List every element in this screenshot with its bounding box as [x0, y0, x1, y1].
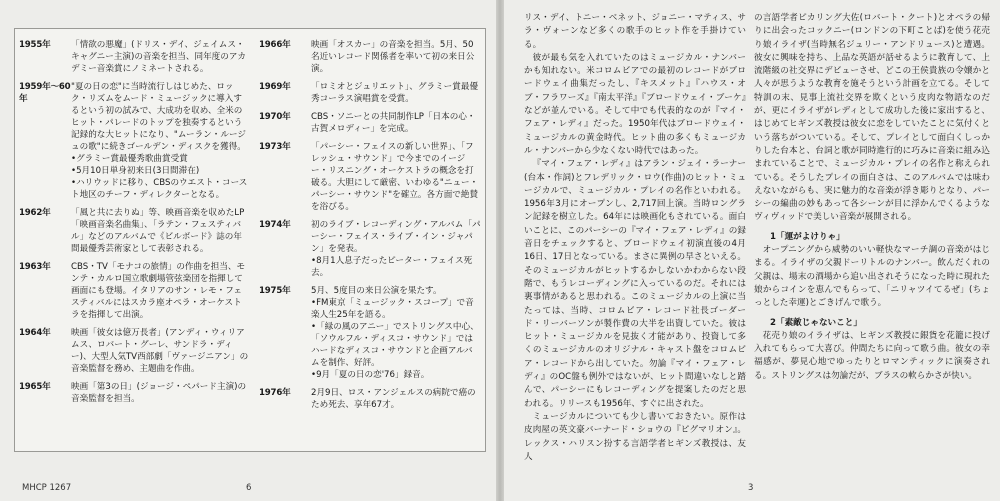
entry-text: 初のライブ・レコーディング・アルバム「パーシー・フェイス・ライブ・イン・ジャパン」を発表。 — [311, 220, 481, 254]
entry-year: 1963年 — [19, 262, 51, 272]
chronology-entry — [19, 381, 249, 405]
chronology-entry — [259, 141, 481, 213]
chronology-column-b — [259, 39, 481, 417]
entry-body — [311, 285, 481, 381]
chronology-column-a — [19, 39, 249, 411]
entry-text: 映画「オスカー」の音楽を担当。5月、50名近いレコード関係者を率いて初の来日公演。 — [311, 40, 475, 74]
chronology-panel — [14, 28, 486, 452]
essay-column-1 — [524, 12, 746, 464]
song-list — [754, 231, 990, 383]
entry-text: 「風と共に去りぬ」等、映画音楽を収めたLP「映画音楽名曲集」、「ラテン・フェスティバル」などのアルバムで《ビルボード》誌の年間最優秀芸術家として表彰される。 — [71, 208, 245, 254]
entry-body — [71, 81, 249, 201]
catalog-number: MHCP 1267 — [22, 483, 72, 493]
chronology-entry — [19, 261, 249, 321]
entry-text: 「ロミオとジュリエット」、グラミー賞最優秀コーラス演唱賞を受賞。 — [311, 82, 479, 104]
entry-year: 1959年〜60年 — [19, 82, 71, 104]
entry-text: CBS・TV「モナコの旅情」の作曲を担当、モンテ・カルロ国立歌劇場管弦楽団を指揮して画面にも登場。イタリアのサン・レモ・フェスティバルにはスカラ座オペラ・オーケストラを指揮して出演。 — [71, 262, 246, 320]
chronology-entry — [259, 285, 481, 381]
book-gutter — [496, 0, 504, 501]
song-description: オープニングから威勢のいい軽快なマーチ調の音楽がはじまる。イライザの父親ドーリトルのナンバー。飲んだくれの父親は、場末の酒場から追い出されそうになった時に現れた娘からコインを恵んでもらって、「ニリャツイてるぜ」(ちょっとした幸運)とごきげんで歌う。 — [754, 245, 990, 309]
entry-text: 映画「第3の日」(ジョージ・ペパード主演)の音楽監督を担当。 — [71, 382, 247, 404]
entry-text: 映画「彼女は億万長者」(アンディ・ウィリアムス、ロバート・グーレ、サンドラ・ディー)、大型人気TV西部劇「ヴァージニアン」の音楽監督を務め、主題曲を作曲。 — [71, 328, 249, 374]
entry-note: •グラミー賞最優秀歌曲賞受賞 — [71, 154, 188, 164]
entry-body — [71, 327, 249, 375]
chronology-entry — [19, 207, 249, 255]
entry-year: 1975年 — [259, 286, 291, 296]
essay-paragraph: 『マイ・フェア・レディ』はアラン・ジェイ・ラーナー(台本・作詞)とフレデリック・ロウ(作曲)のヒット・ミュージカルで、ミュージカル・プレイの名作といわれる。1956年3月にオープンし、2,717回上演。当時ロングラン記録を樹立した。64年には映画化もされている。面白いことに、このパーシーの『マイ・フェア・レディ』の録音日をチェックすると、ブロードウェイ初演直後の4月16日、17日となっている。まさに異例の早さといえる。そのミュージカルがヒットするかしないかわからない段階で、もうレコーディングに入っているのだ。それには裏事情があると思われる。このミュージカルの上演に当たっては、当時、コロムビア・レコード社長ゴーダード・リーバーソンが製作費の大半を出資していた。彼はヒット・ミュージカルを見抜く才能があり、投資して多くのミュージカルのオリジナル・キャスト盤をコロムビア・レコードから出していた。勿論『マイ・フェア・レディ』のOC盤も例外ではないが、ヒット間違いなしと踏んで、パーシーにもレコーディングを提案したのだと思われる。リリースも1956年、すぐに出された。 — [524, 159, 746, 409]
entry-year: 1974年 — [259, 220, 291, 230]
entry-body — [311, 141, 481, 213]
entry-text: CBS・ソニーとの共同制作LP「日本の心・古賀メロディー」を完成。 — [311, 112, 476, 134]
entry-year: 1955年 — [19, 40, 51, 50]
entry-note: •9月「夏の日の恋'76」録音。 — [311, 370, 430, 380]
entry-note: •「緑の風のアニー」でストリングス中心、「ソウルフル・ディスコ・サウンド」ではハードなディスコ・サウンドと企画アルバムを制作、好評。 — [311, 322, 479, 368]
song-title: 2「素敵じゃないこと」 — [770, 317, 862, 328]
entry-year: 1962年 — [19, 208, 51, 218]
entry-year: 1976年 — [259, 388, 291, 398]
entry-text: 2月9日、ロス・アンジェルスの病院で癌のため死去、享年67才。 — [311, 388, 476, 410]
essay-paragraphs — [524, 12, 746, 464]
entry-text: 5月、5度目の来日公演を果たす。 — [311, 286, 442, 296]
chronology-entry — [259, 39, 481, 75]
entry-year: 1973年 — [259, 142, 291, 152]
essay-paragraph: 彼が最も気を入れていたのはミュージカル・ナンバーかも知れない。米コロムビアでの最初のレコードがブロードウェイ曲集だったし、『キスメット』『ハウス・オブ・フラワーズ』『南太平洋』『ブロードウェイ・ブーケ』などが並んでいる。そして中でも代表的なのが『マイ・フェア・レディ』だった。1950年代はブロードウェイ・ミュージカルの黄金時代。ヒット曲の多くもミュージカル・ナンバーから少なくない時代ではあった。 — [524, 52, 746, 156]
essay-continuation: の言語学者ピカリング大佐(ロバート・クート)とオペラの帰りに出会ったコックニー(ロンドンの下町ことば)を使う花売り娘イライザ(当時無名ジュリー・アンドリュース)と遭遇。彼女に興味を持ち、上品な英語が話せるように教育して、上流階級の社交界にデビューさせ、どこの王侯貴族の令嬢かと人々が思うような教育を施そうという計画を立てる。そして特訓の末、見事上流社交界を欺くという皮肉な物語なのだが、更にイライザがレディとして成功した後に家出すると、はじめてヒギンズ教授は彼女に恋をしていたことに気付くという落ちがついている。そして、プレイとして面白くしっかりした台本と、台詞と歌が同時進行的に巧みに音楽に組み込まれていることで、ミュージカル・プレイの名作と称えられている。そうしたプレイの面白さは、このアルバムでは味わえないながらも、実に魅力的な音楽が浮き彫りとなり、パーシーの編曲の妙もあって各シーンが目に浮かんでくるようなヴィヴィッドで美しい音楽が展開される。 — [754, 13, 990, 223]
entry-note: •8月1人息子だったピーター・フェイス死去。 — [311, 256, 473, 278]
page-number-left: 6 — [246, 483, 252, 493]
entry-body — [311, 81, 481, 105]
entry-text: 「パーシー・フェイスの新しい世界」、「フレッシュ・サウンド」で今までのイージー・リスニング・オーケストラの概念を打破る。大胆にして厳密、いわゆる"ニュー・パーシー・サウンド"を確立。各方面で絶賛を浴びる。 — [311, 142, 479, 212]
entry-note: •5月10日単身初来日(3日間滞在) — [71, 166, 200, 176]
chronology-entry — [259, 219, 481, 279]
entry-note: •ハリウッドに移り、CBSのウエスト・コースト地区のチーフ・ディレクターとなる。 — [71, 178, 248, 200]
entry-body — [71, 381, 249, 405]
entry-note: •FM東京「ミュージック・スコープ」で音楽人生25年を語る。 — [311, 298, 474, 320]
chronology-entry — [19, 327, 249, 375]
entry-body — [311, 39, 481, 75]
entry-body — [71, 261, 249, 321]
essay-column-2 — [754, 12, 990, 383]
entry-year: 1970年 — [259, 112, 291, 122]
chronology-entry — [259, 81, 481, 105]
left-page — [0, 0, 496, 501]
chronology-entry — [259, 111, 481, 135]
entry-body — [71, 207, 249, 255]
entry-body — [311, 219, 481, 279]
chronology-entry — [19, 39, 249, 75]
entry-year: 1966年 — [259, 40, 291, 50]
chronology-entry — [19, 81, 249, 201]
page-number-right: 3 — [748, 483, 754, 493]
entry-year: 1965年 — [19, 382, 51, 392]
entry-body — [311, 387, 481, 411]
entry-year: 1969年 — [259, 82, 291, 92]
essay-paragraph: ミュージカルについても少し書いておきたい。原作は皮肉屋の英文豪バーナード・ショウの『ピグマリオン』。レックス・ハリスン扮する言語学者ヒギンズ教授は、友人 — [524, 411, 746, 462]
entry-body — [71, 39, 249, 75]
song-description: 花売り娘のイライザは、ヒギンズ教授に銀貨を花籠に投げ入れてもらって大喜び。仲間たちに向って歌う曲。彼女の幸福感が、夢見心地でゆったりとロマンティックに演奏される。ストリングスは勿論だが、ブラスの軟らかさが快い。 — [754, 330, 990, 381]
essay-paragraph: リス・デイ、トニー・ベネット、ジョニー・マティス、サラ・ヴォーンなど多くの歌手のヒット作を手掛けている。 — [524, 13, 746, 50]
entry-text: 「情欲の悪魔」(ドリス・デイ、ジェイムス・キャグニー主演)の音楽を担当、同年度のアカデミー音楽賞にノミネートされる。 — [71, 40, 246, 74]
chronology-entry — [259, 387, 481, 411]
entry-year: 1964年 — [19, 328, 51, 338]
entry-text: "夏の日の恋"に当時流行しはじめた、ロック・リズムをムード・ミュージックに導入するという初の試みで、大成功を収め、全米のヒット・パレードのトップを独奏するという記録的な大ヒットになり、"ムーラン・ルージュの歌"に続きゴールデン・ディスクを獲得。 — [71, 82, 246, 152]
entry-body — [311, 111, 481, 135]
song-title: 1「運がよけりゃ」 — [770, 231, 845, 242]
